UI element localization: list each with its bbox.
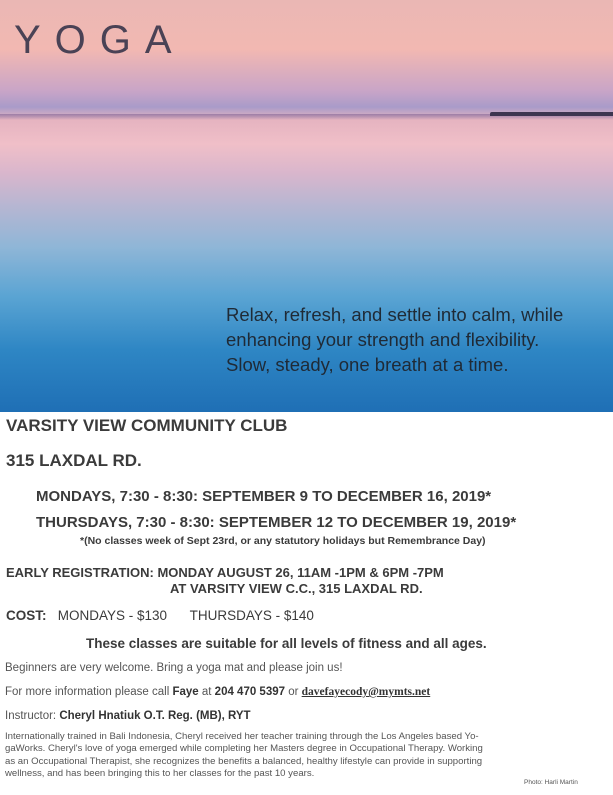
page-title: YOGA [14, 18, 186, 62]
bio-line: wellness, and has been bringing this to her classes for the past 10 years. [5, 768, 315, 780]
contact-email-link[interactable]: davefayecody@mymts.net [301, 686, 431, 698]
welcome-text: Beginners are very welcome. Bring a yoga mat and please join us! [5, 662, 343, 674]
bio-line: Internationally trained in Bali Indonesia, Cheryl received her teacher training through the Los Angeles based Yo- [5, 731, 479, 742]
tagline [226, 302, 606, 377]
registration-line1: EARLY REGISTRATION: MONDAY AUGUST 26, 11AM -1PM & 6PM -7PM [6, 565, 444, 580]
tagline-line: Slow, steady, one breath at a time. [226, 354, 509, 375]
club-name: VARSITY VIEW COMMUNITY CLUB [6, 416, 288, 435]
schedule-note: *(No classes week of Sept 23rd, or any statutory holidays but Remembrance Day) [80, 535, 486, 547]
contact-phone: 204 470 5397 [214, 686, 286, 698]
cost-line [6, 608, 314, 623]
schedule-monday: MONDAYS, 7:30 - 8:30: SEPTEMBER 9 TO DECEMBER 16, 2019* [36, 488, 492, 505]
contact-name: Faye [172, 686, 199, 698]
tagline-line: enhancing your strength and flexibility. [226, 329, 540, 350]
instructor-line [5, 710, 251, 722]
club-address: 315 LAXDAL RD. [6, 451, 142, 470]
contact-info [5, 686, 430, 698]
contact-or: or [285, 686, 302, 698]
tagline-line: Relax, refresh, and settle into calm, while [226, 304, 564, 325]
cost-monday: MONDAYS - $130 [57, 608, 168, 623]
schedule-thursday: THURSDAYS, 7:30 - 8:30: SEPTEMBER 12 TO DECEMBER 19, 2019* [36, 514, 517, 531]
distant-land [490, 112, 613, 116]
instructor-name: Cheryl Hnatiuk O.T. Reg. (MB), RYT [59, 710, 251, 722]
cost-thursday: THURSDAYS - $140 [189, 608, 314, 623]
bio-line: as an Occupational Therapist, she recognizes the benefits a balanced, healthy lifestyle can provide in supporting [5, 755, 483, 767]
contact-mid: at [198, 686, 215, 698]
contact-prefix: For more information please call [5, 686, 173, 698]
photo-credit: Photo: Harli Martin [524, 779, 578, 786]
instructor-label: Instructor: [5, 710, 60, 722]
bio-line: gaWorks. Cheryl's love of yoga emerged while completing her Masters degree in Occupational Therapy. Working [5, 743, 483, 755]
suitability-note: These classes are suitable for all levels of fitness and all ages. [86, 636, 487, 651]
instructor-bio [5, 731, 609, 781]
cost-label: COST: [6, 608, 47, 623]
registration-line2: AT VARSITY VIEW C.C., 315 LAXDAL RD. [170, 581, 423, 596]
